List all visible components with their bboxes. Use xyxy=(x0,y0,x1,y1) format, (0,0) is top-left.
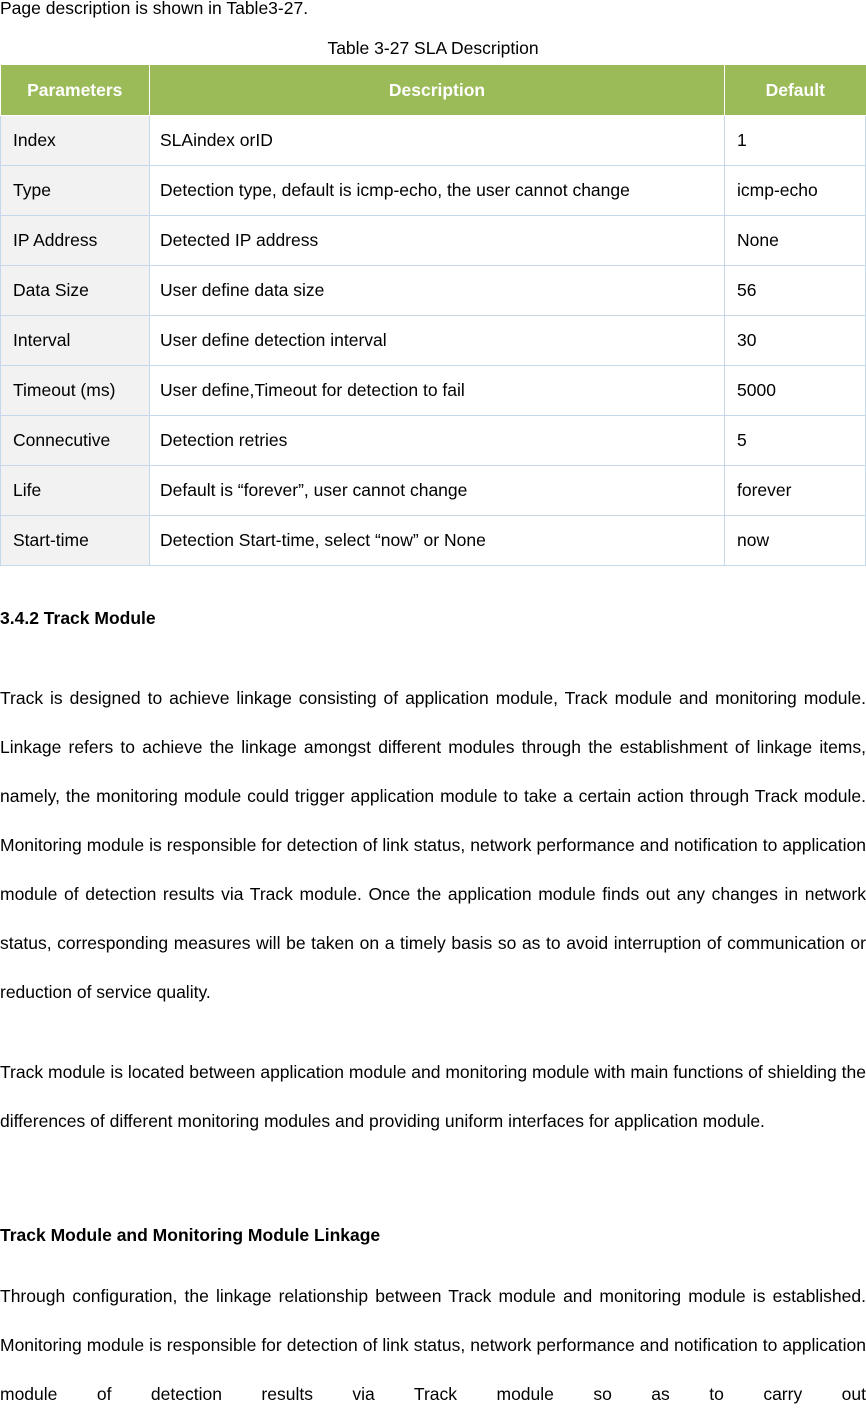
table-row xyxy=(1,366,866,416)
default-cell: icmp-echo xyxy=(725,166,866,216)
intro-text: Page description is shown in Table3-27. xyxy=(0,0,309,18)
subheading: Track Module and Monitoring Module Linkage xyxy=(0,1225,381,1245)
paragraph: Through configuration, the linkage relationship between Track module and monitoring module is established. Monitoring module is responsible for detection of link status, network performance and notification to application module of detection results via Track module so as to carry out xyxy=(0,1286,866,1404)
paragraph: Track module is located between application module and monitoring module with main functions of shielding the differences of different monitoring modules and providing uniform interfaces for application module. xyxy=(0,1062,866,1131)
description-cell: Detection Start-time, select “now” or None xyxy=(150,516,725,566)
param-cell: Start-time xyxy=(1,516,150,566)
table-row xyxy=(1,416,866,466)
param-cell: IP Address xyxy=(1,216,150,266)
default-cell: 5 xyxy=(725,416,866,466)
param-cell: Timeout (ms) xyxy=(1,366,150,416)
default-cell: 56 xyxy=(725,266,866,316)
table-row xyxy=(1,166,866,216)
param-cell: Life xyxy=(1,466,150,516)
table-row xyxy=(1,516,866,566)
paragraph: Track is designed to achieve linkage consisting of application module, Track module and monitoring module. Linkage refers to achieve the linkage amongst different modules through the establishment of linkage items, namely, the monitoring module could trigger application module to take a certain action through Track module. Monitoring module is responsible for detection of link status, network performance and notification to application module of detection results via Track module. Once the application module finds out any changes in network status, corresponding measures will be taken on a timely basis so as to avoid interruption of communication or reduction of service quality. xyxy=(0,688,866,1002)
table-row xyxy=(1,216,866,266)
param-cell: Connecutive xyxy=(1,416,150,466)
param-cell: Type xyxy=(1,166,150,216)
default-cell: None xyxy=(725,216,866,266)
default-cell: 30 xyxy=(725,316,866,366)
description-cell: SLAindex orID xyxy=(150,116,725,166)
description-cell: User define,Timeout for detection to fail xyxy=(150,366,725,416)
description-cell: User define data size xyxy=(150,266,725,316)
table-caption: Table 3-27 SLA Description xyxy=(327,38,539,58)
default-cell: now xyxy=(725,516,866,566)
description-cell: User define detection interval xyxy=(150,316,725,366)
table-header-row xyxy=(1,65,866,116)
param-cell: Index xyxy=(1,116,150,166)
table-row xyxy=(1,266,866,316)
default-cell: 5000 xyxy=(725,366,866,416)
section-heading: 3.4.2 Track Module xyxy=(0,608,156,628)
table-row xyxy=(1,466,866,516)
description-cell: Detection retries xyxy=(150,416,725,466)
header-default: Default xyxy=(725,65,866,116)
header-description: Description xyxy=(150,65,725,116)
param-cell: Data Size xyxy=(1,266,150,316)
table-row xyxy=(1,316,866,366)
description-cell: Detection type, default is icmp-echo, the user cannot change xyxy=(150,166,725,216)
default-cell: forever xyxy=(725,466,866,516)
header-parameters: Parameters xyxy=(1,65,150,116)
default-cell: 1 xyxy=(725,116,866,166)
param-cell: Interval xyxy=(1,316,150,366)
description-cell: Detected IP address xyxy=(150,216,725,266)
sla-description-table xyxy=(0,65,866,566)
description-cell: Default is “forever”, user cannot change xyxy=(150,466,725,516)
table-row xyxy=(1,116,866,166)
